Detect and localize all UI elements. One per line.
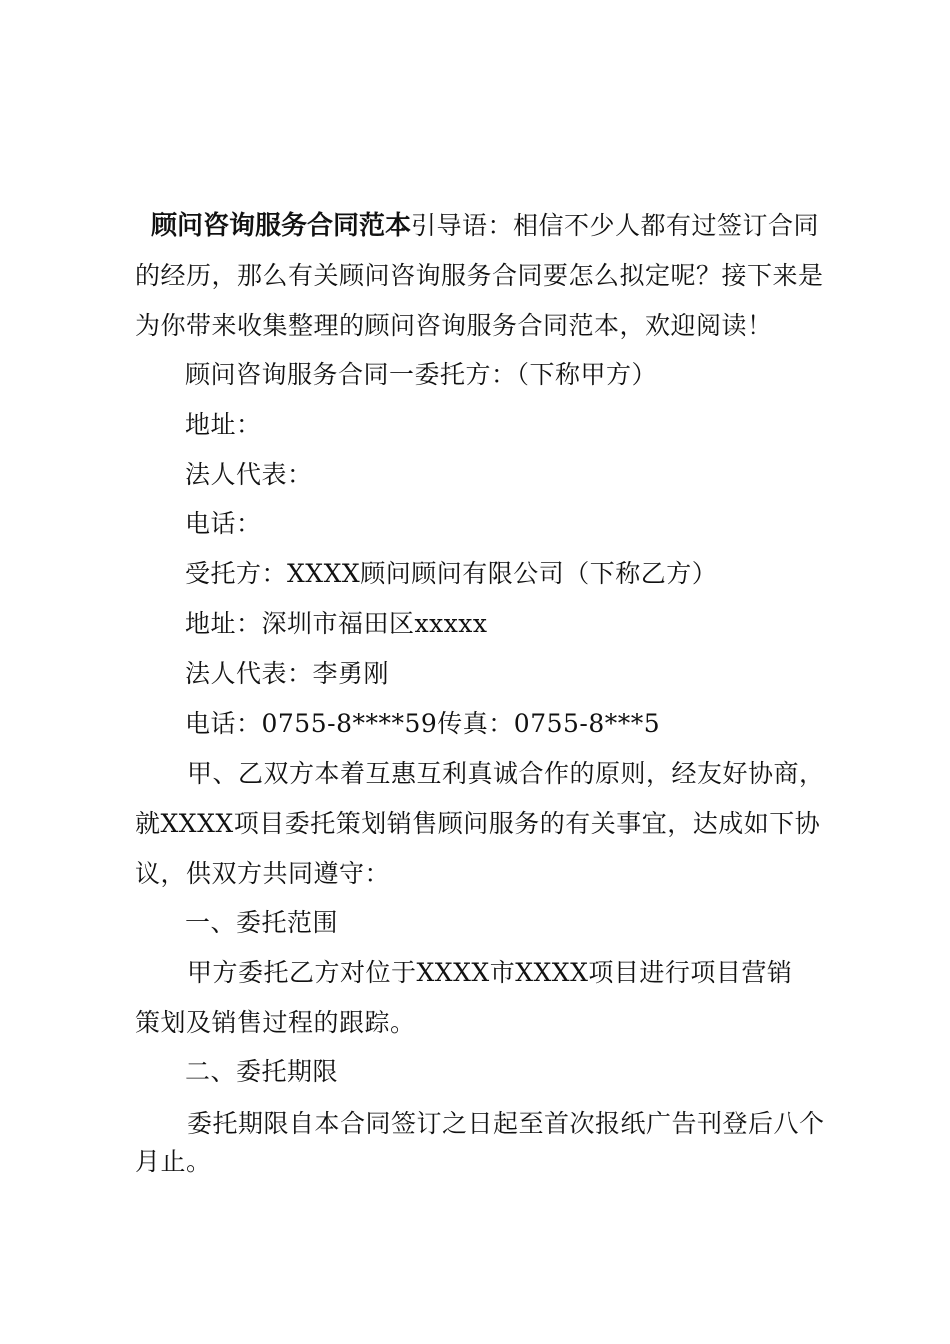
section2-body: 委托期限自本合同签订之日起至首次报纸广告刊登后八个月止。 xyxy=(135,1109,825,1176)
agreement-paragraph: 甲、乙双方本着互惠互利真诚合作的原则，经友好协商，就XXXX项目委托策划销售顾问服务的有关事宜，达成如下协议，供双方共同遵守： xyxy=(135,759,825,888)
section1-heading: 一、委托范围 xyxy=(185,908,339,937)
party-a-legal-rep: 法人代表： xyxy=(185,460,313,489)
section1-body: 甲方委托乙方对位于XXXX市XXXX项目进行项目营销策划及销售过程的跟踪。 xyxy=(135,958,793,1037)
document-title: 顾问咨询服务合同范本 xyxy=(151,211,412,241)
party-b-name: 受托方：XXXX顾问顾问有限公司（下称乙方） xyxy=(185,559,718,588)
party-a-phone: 电话： xyxy=(185,509,262,538)
intro-text: 引导语：相信不少人都有过签订合同的经历，那么有关顾问咨询服务合同要怎么拟定呢？接下来是为你带来收集整理的顾问咨询服务合同范本，欢迎阅读！ xyxy=(135,211,824,340)
intro-paragraph xyxy=(135,201,830,351)
party-b-legal-rep: 法人代表：李勇刚 xyxy=(185,659,390,688)
contract-heading: 顾问咨询服务合同一委托方：（下称甲方） xyxy=(185,360,658,389)
section2-heading: 二、委托期限 xyxy=(185,1057,339,1086)
party-a-address: 地址： xyxy=(185,410,262,439)
party-b-address: 地址：深圳市福田区xxxxx xyxy=(185,609,488,638)
party-b-phone-fax: 电话：0755-8****59传真：0755-8***5 xyxy=(185,709,661,738)
